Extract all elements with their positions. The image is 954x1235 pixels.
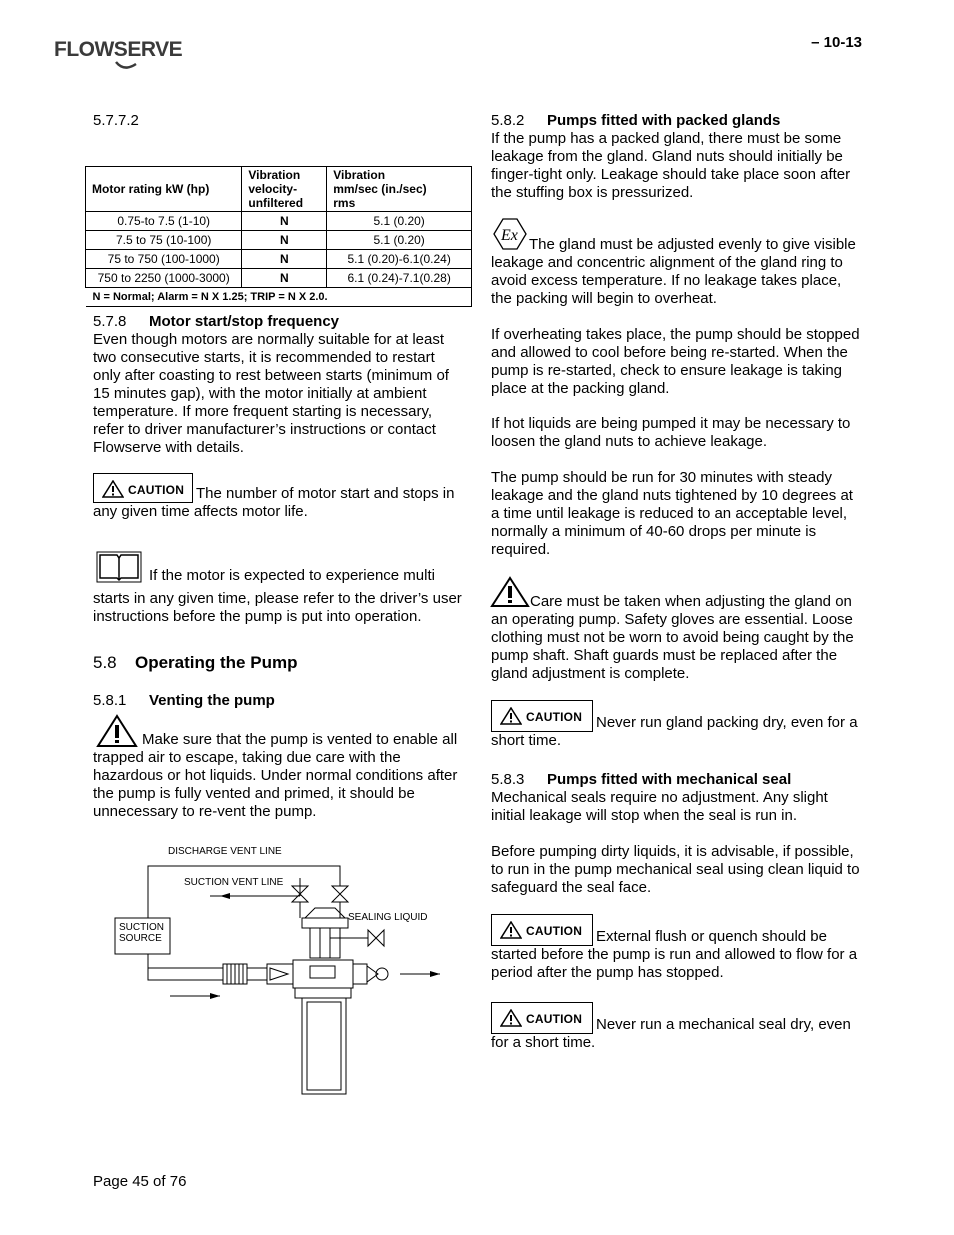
logo-text: FLOWSERVE xyxy=(54,38,183,61)
pump-venting-diagram xyxy=(110,838,450,1098)
table-cell: N xyxy=(242,212,327,231)
table-row xyxy=(86,250,472,269)
caution-label: CAUTION xyxy=(526,1012,583,1026)
section-number: 5.8.2 xyxy=(491,112,525,129)
svg-text:Ex: Ex xyxy=(501,227,518,244)
section-581-heading xyxy=(93,692,275,710)
warning-triangle-icon xyxy=(500,921,522,939)
table-cell: N xyxy=(242,269,327,288)
section-title: Motor start/stop frequency xyxy=(149,313,340,330)
table-cell: 7.5 to 75 (10-100) xyxy=(86,231,242,250)
section-title: Pumps fitted with packed glands xyxy=(547,112,781,129)
discharge-vent-label: DISCHARGE VENT LINE xyxy=(168,846,282,857)
flowserve-logo xyxy=(54,34,183,74)
table-cell: 5.1 (0.20)-6.1(0.24) xyxy=(327,250,472,269)
table-header-cell xyxy=(327,167,472,212)
table-row xyxy=(86,212,472,231)
page-number: Page 45 of 76 xyxy=(93,1173,187,1190)
table-cell: 0.75-to 7.5 (1-10) xyxy=(86,212,242,231)
doc-code: – 10-13 xyxy=(811,34,862,51)
caution-label-box xyxy=(491,700,593,732)
suction-source-line: SOURCE xyxy=(119,933,162,944)
section-58-heading xyxy=(93,653,297,673)
section-582-p4: The pump should be run for 30 minutes with steady leakage and the gland nuts tightened by 10 degrees at a time until leakage is reduced to an acceptable level, normally a minimum of 40-60 drops per minute is required. xyxy=(491,469,853,558)
table-note-row xyxy=(86,288,472,307)
warning-triangle-icon xyxy=(102,480,124,498)
sealing-liquid-label: SEALING LIQUID xyxy=(348,912,428,923)
book-icon xyxy=(96,551,142,588)
warning-text: Care must be taken when adjusting the gland on an operating pump. Safety gloves are essential. Loose clothing must not be worn to avoid being caught by the pump shaft. Shaft guards must be replaced after the gland adjustment is complete. xyxy=(491,593,854,682)
section-578-heading xyxy=(93,313,339,331)
section-582-heading xyxy=(491,112,780,130)
caution-text: The number of motor start and stops in any given time affects motor life. xyxy=(93,485,455,520)
section-583-body: Mechanical seals require no adjustment. Any slight initial leakage will stop when the seal is run in. xyxy=(491,789,828,824)
section-583-heading xyxy=(491,771,791,789)
warning-triangle-icon xyxy=(500,1009,522,1027)
section-number: 5.8.1 xyxy=(93,692,127,709)
caution-label: CAUTION xyxy=(526,924,583,938)
caution-label-box xyxy=(491,914,593,946)
table-cell: 750 to 2250 (1000-3000) xyxy=(86,269,242,288)
section-578-body: Even though motors are normally suitable for at least two consecutive starts, it is recommended to restart only after coasting to rest between starts (minimum of 15 minutes gap), with the motor initially at ambient temperature. If more frequent starting is necessary, refer to driver manufacturer’s instructions or contact Flowserve with details. xyxy=(93,331,449,456)
header-line: rms xyxy=(333,196,356,210)
section-number: 5.8 xyxy=(93,653,117,672)
section-number: 5.7.8 xyxy=(93,313,127,330)
table-note: N = Normal; Alarm = N X 1.25; TRIP = N X 2.0. xyxy=(86,288,472,307)
table-cell: N xyxy=(242,231,327,250)
header-line: unfiltered xyxy=(248,196,304,210)
table-cell: N xyxy=(242,250,327,269)
warning-venting-text xyxy=(93,731,463,821)
suction-source-label xyxy=(119,922,164,944)
warning-text: Make sure that the pump is vented to enable all trapped air to escape, taking due care with the hazardous or hot liquids. Under normal conditions after the pump is fully vented and primed, it should be unnecessary to re-vent the pump. xyxy=(93,731,458,820)
section-582-p2: If overheating takes place, the pump should be stopped and allowed to cool before being re-started. When the pump is re-started, check to ensure leakage is taking place at the packing gland. xyxy=(491,326,860,397)
suction-vent-label: SUCTION VENT LINE xyxy=(184,877,284,888)
section-5772-number: 5.7.7.2 xyxy=(93,112,139,129)
book-note-rest: starts in any given time, please refer to the driver’s user instructions before the pump is put into operation. xyxy=(93,590,462,625)
caution-label: CAUTION xyxy=(526,710,583,724)
table-cell: 75 to 750 (100-1000) xyxy=(86,250,242,269)
caution-note-seal-dry xyxy=(491,1002,861,1052)
caution-note-motor xyxy=(93,473,463,521)
header-line: velocity- xyxy=(248,182,298,196)
logo-swoosh-icon xyxy=(54,34,164,74)
table-cell: 5.1 (0.20) xyxy=(327,231,472,250)
table-cell: 6.1 (0.24)-7.1(0.28) xyxy=(327,269,472,288)
caution-note-flush xyxy=(491,914,861,982)
caution-label-box xyxy=(491,1002,593,1034)
caution-label-box xyxy=(93,473,193,503)
section-582-body: If the pump has a packed gland, there must be some leakage from the gland. Gland nuts should initially be finger-tight only. Leakage should take place soon after the stuffing box is pressurized. xyxy=(491,130,851,201)
suction-source-line: SUCTION xyxy=(119,922,164,933)
table-header-cell xyxy=(242,167,327,212)
section-583-p2: Before pumping dirty liquids, it is advisable, if possible, to run in the pump mechanical seal using clean liquid to safeguard the seal face. xyxy=(491,843,860,896)
header-line: mm/sec (in./sec) xyxy=(333,182,427,196)
vibration-table xyxy=(85,166,472,307)
table-header-cell: Motor rating kW (hp) xyxy=(86,167,242,212)
header-line: Vibration xyxy=(333,168,386,182)
section-title: Pumps fitted with mechanical seal xyxy=(547,771,792,788)
table-row xyxy=(86,231,472,250)
section-582-p3: If hot liquids are being pumped it may be necessary to loosen the gland nuts to achieve leakage. xyxy=(491,415,851,450)
ex-text: The gland must be adjusted evenly to give visible leakage and concentric alignment of the gland ring to avoid excess temperature. If no leakage takes place, the packing will begin to overheat. xyxy=(491,236,856,307)
caution-text: Never run a mechanical seal dry, even for a short time. xyxy=(491,1016,851,1051)
book-note-line1: If the motor is expected to experience multi xyxy=(149,567,435,584)
section-title: Operating the Pump xyxy=(135,653,298,672)
table-header-row xyxy=(86,167,472,212)
caution-text: External flush or quench should be started before the pump is run and allowed to flow for a period after the pump has stopped. xyxy=(491,928,858,981)
warning-gland-text xyxy=(491,593,861,683)
table-row xyxy=(86,269,472,288)
section-title: Venting the pump xyxy=(149,692,275,709)
section-number: 5.8.3 xyxy=(491,771,525,788)
table-cell: 5.1 (0.20) xyxy=(327,212,472,231)
warning-triangle-icon xyxy=(500,707,522,725)
caution-text: Never run gland packing dry, even for a short time. xyxy=(491,714,858,749)
header-line: Vibration xyxy=(248,168,301,182)
ex-note-text xyxy=(491,236,861,308)
caution-label: CAUTION xyxy=(128,483,185,497)
caution-note-gland xyxy=(491,700,861,750)
